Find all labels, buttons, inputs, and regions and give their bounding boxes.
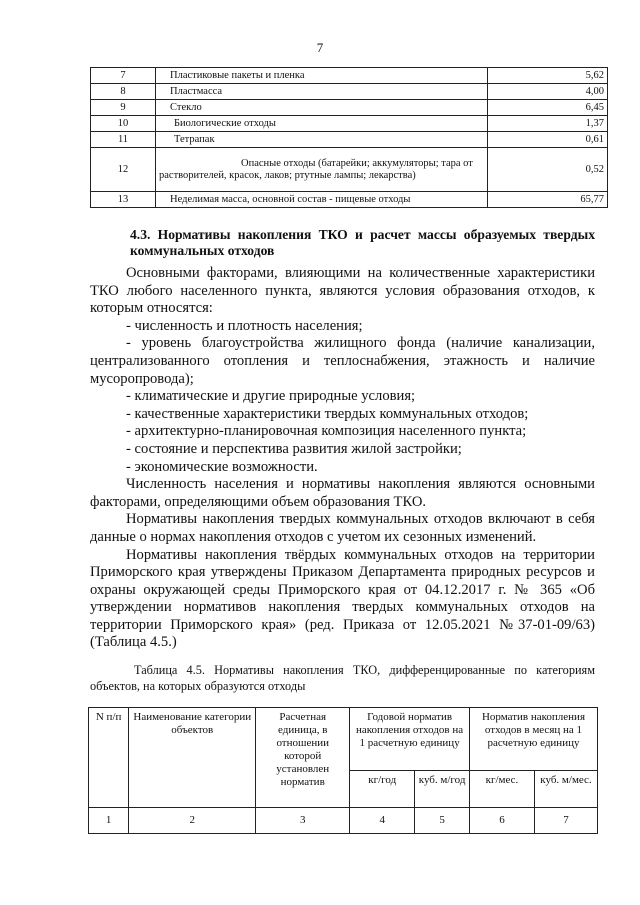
row-number: 8 <box>91 84 156 100</box>
row-number: 9 <box>91 100 156 116</box>
waste-type: Стекло <box>156 100 488 116</box>
table-row <box>91 192 608 208</box>
header-unit: Расчетная единица, в отношении которой установлен норматив <box>256 708 350 808</box>
waste-type: Тетрапак <box>156 132 488 148</box>
column-number: 6 <box>469 808 534 834</box>
waste-type: Биологические отходы <box>156 116 488 132</box>
list-item: - состояние и перспектива развития жилой застройки; <box>126 440 462 457</box>
header-row <box>89 708 598 771</box>
list-item: - численность и плотность населения; <box>126 317 363 334</box>
share-value: 0,52 <box>488 148 608 192</box>
row-number: 12 <box>91 148 156 192</box>
waste-type: Пластиковые пакеты и пленка <box>156 68 488 84</box>
table-row <box>91 100 608 116</box>
table-caption-text: Таблица 4.5. Нормативы накопления ТКО, дифференцированные по категориям объектов, на которых образуются отходы <box>90 663 595 693</box>
paragraph: Основными факторами, влияющими на количественные характеристики ТКО любого населенного пункта, являются условия образования отходов, к которым относятся: <box>90 265 595 317</box>
share-value: 65,77 <box>488 192 608 208</box>
column-number-row <box>89 808 598 834</box>
column-number: 4 <box>350 808 415 834</box>
list-item: - архитектурно-планировочная композиция населенного пункта; <box>126 423 527 440</box>
list-item: - уровень благоустройства жилищного фонда (наличие канализации, централизованного отопления и теплоснабжения, этажность и наличие мусоропровода); <box>90 335 595 387</box>
share-value: 5,62 <box>488 68 608 84</box>
header-kg-month: кг/мес. <box>469 771 534 808</box>
paragraph: Численность населения и нормативы накопления являются основными факторами, определяющими объем образования ТКО. <box>90 476 595 510</box>
table-row <box>91 84 608 100</box>
table-row <box>91 148 608 192</box>
column-number: 5 <box>415 808 470 834</box>
column-number: 7 <box>534 808 597 834</box>
waste-type-line: растворителей, красок, лаков; ртутные лампы; лекарства) <box>159 169 416 181</box>
section-heading: 4.3. Нормативы накопления ТКО и расчет массы образуемых твердых коммунальных отходов <box>130 227 595 258</box>
column-number: 2 <box>129 808 256 834</box>
header-category: Наименование категории объектов <box>129 708 256 808</box>
header-monthly: Норматив накопления отходов в месяц на 1 расчетную единицу <box>469 708 597 771</box>
body-text <box>90 265 595 652</box>
list-item: - климатические и другие природные условия; <box>126 388 416 405</box>
header-kg-year: кг/год <box>350 771 415 808</box>
row-number: 10 <box>91 116 156 132</box>
header-annual: Годовой норматив накопления отходов на 1 расчетную единицу <box>350 708 470 771</box>
column-number: 3 <box>256 808 350 834</box>
waste-type <box>156 148 488 192</box>
list-item: - качественные характеристики твердых коммунальных отходов; <box>126 405 529 422</box>
table-row <box>91 68 608 84</box>
share-value: 0,61 <box>488 132 608 148</box>
header-m3-year: куб. м/год <box>415 771 470 808</box>
waste-type: Неделимая масса, основной состав - пищевые отходы <box>156 192 488 208</box>
share-value: 6,45 <box>488 100 608 116</box>
paragraph: Нормативы накопления твёрдых коммунальных отходов на территории Приморского края утверждены Приказом Департамента природных ресурсов и охраны окружающей среды Приморского края от 04.12.2017 г. № 365 «Об утверждении нормативов накопления твердых коммунальных отходов на территории Приморского края» (ред. Приказа от 12.05.2021 №37-01-09/63) (Таблица 4.5.) <box>90 546 595 651</box>
row-number: 13 <box>91 192 156 208</box>
waste-composition-table <box>90 67 608 208</box>
table-row <box>91 116 608 132</box>
paragraph: Нормативы накопления твердых коммунальных отходов включают в себя данные о нормах накопления отходов с учетом их сезонных изменений. <box>90 511 595 545</box>
column-number: 1 <box>89 808 129 834</box>
table-caption <box>90 662 595 694</box>
share-value: 1,37 <box>488 116 608 132</box>
header-m3-month: куб. м/мес. <box>534 771 597 808</box>
norms-table <box>88 707 598 834</box>
row-number: 11 <box>91 132 156 148</box>
header-num: N п/п <box>89 708 129 808</box>
row-number: 7 <box>91 68 156 84</box>
page-number: 7 <box>316 40 324 55</box>
share-value: 4,00 <box>488 84 608 100</box>
waste-type-line: Опасные отходы (батарейки; аккумуляторы; тара от <box>241 157 473 169</box>
list-item: - экономические возможности. <box>126 458 318 475</box>
waste-type: Пластмасса <box>156 84 488 100</box>
table-row <box>91 132 608 148</box>
